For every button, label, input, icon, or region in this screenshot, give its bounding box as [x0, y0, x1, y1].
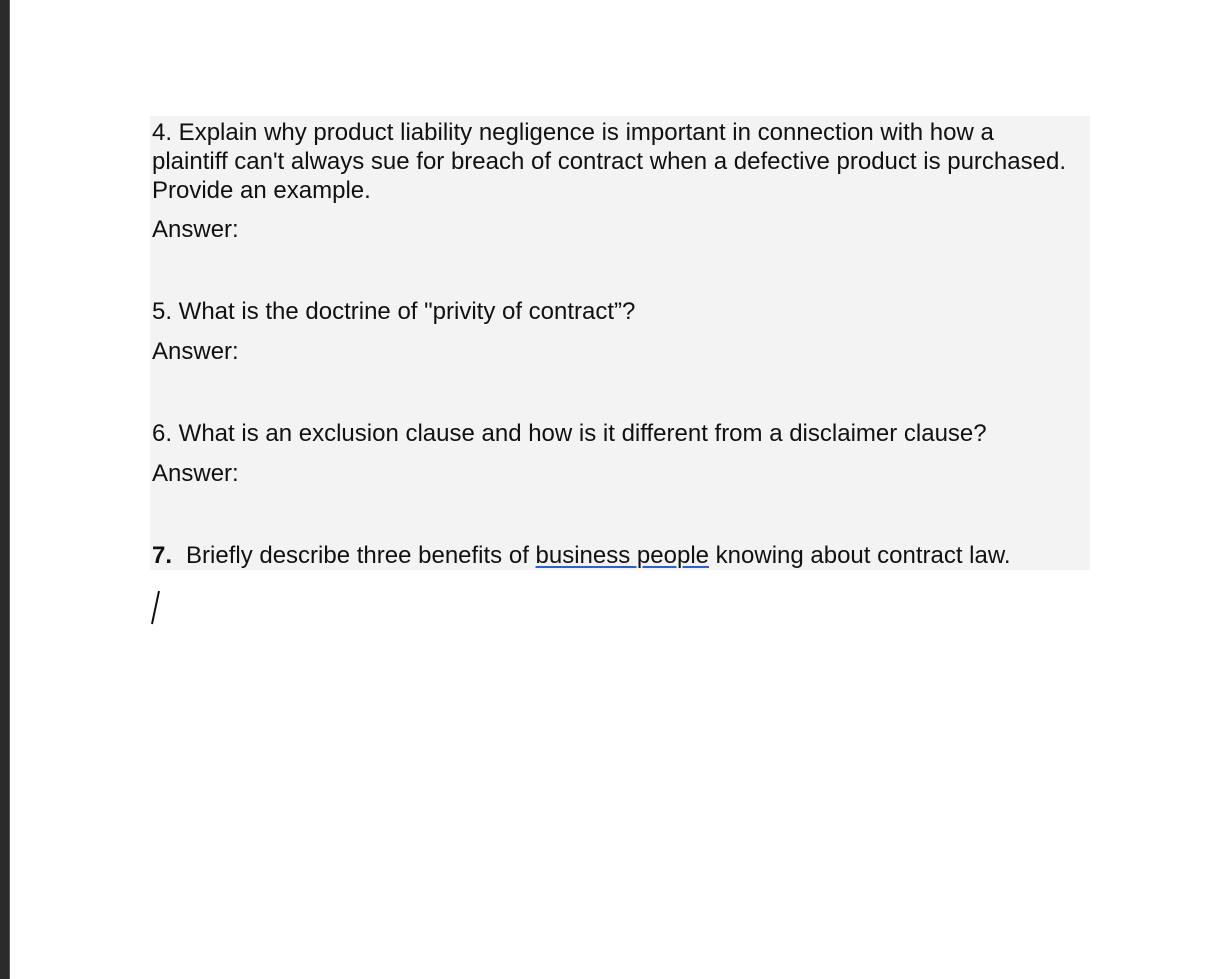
question-6[interactable]: 6. What is an exclusion clause and how is it different from a disclaimer clause?	[152, 420, 987, 447]
question-7[interactable]	[152, 541, 1011, 570]
question-7-text-after: knowing about contract law.	[709, 542, 1011, 569]
answer-5-label[interactable]: Answer:	[152, 338, 239, 365]
window-left-edge	[0, 0, 10, 979]
question-4-line-2: plaintiff can't always sue for breach of contract when a defective product is purchased.	[152, 148, 1066, 175]
question-4[interactable]	[152, 118, 1066, 205]
answer-6-label[interactable]: Answer:	[152, 460, 239, 487]
question-4-line-3: Provide an example.	[152, 177, 371, 204]
spellcheck-flagged-phrase[interactable]: business people	[535, 542, 709, 569]
answer-4-label[interactable]: Answer:	[152, 216, 239, 243]
question-4-line-1: 4. Explain why product liability negligence is important in connection with how a	[152, 119, 994, 146]
text-cursor-icon	[150, 590, 162, 626]
question-5[interactable]: 5. What is the doctrine of "privity of contract”?	[152, 298, 636, 325]
question-7-text-before: Briefly describe three benefits of	[186, 542, 536, 569]
question-7-number: 7.	[152, 542, 173, 569]
